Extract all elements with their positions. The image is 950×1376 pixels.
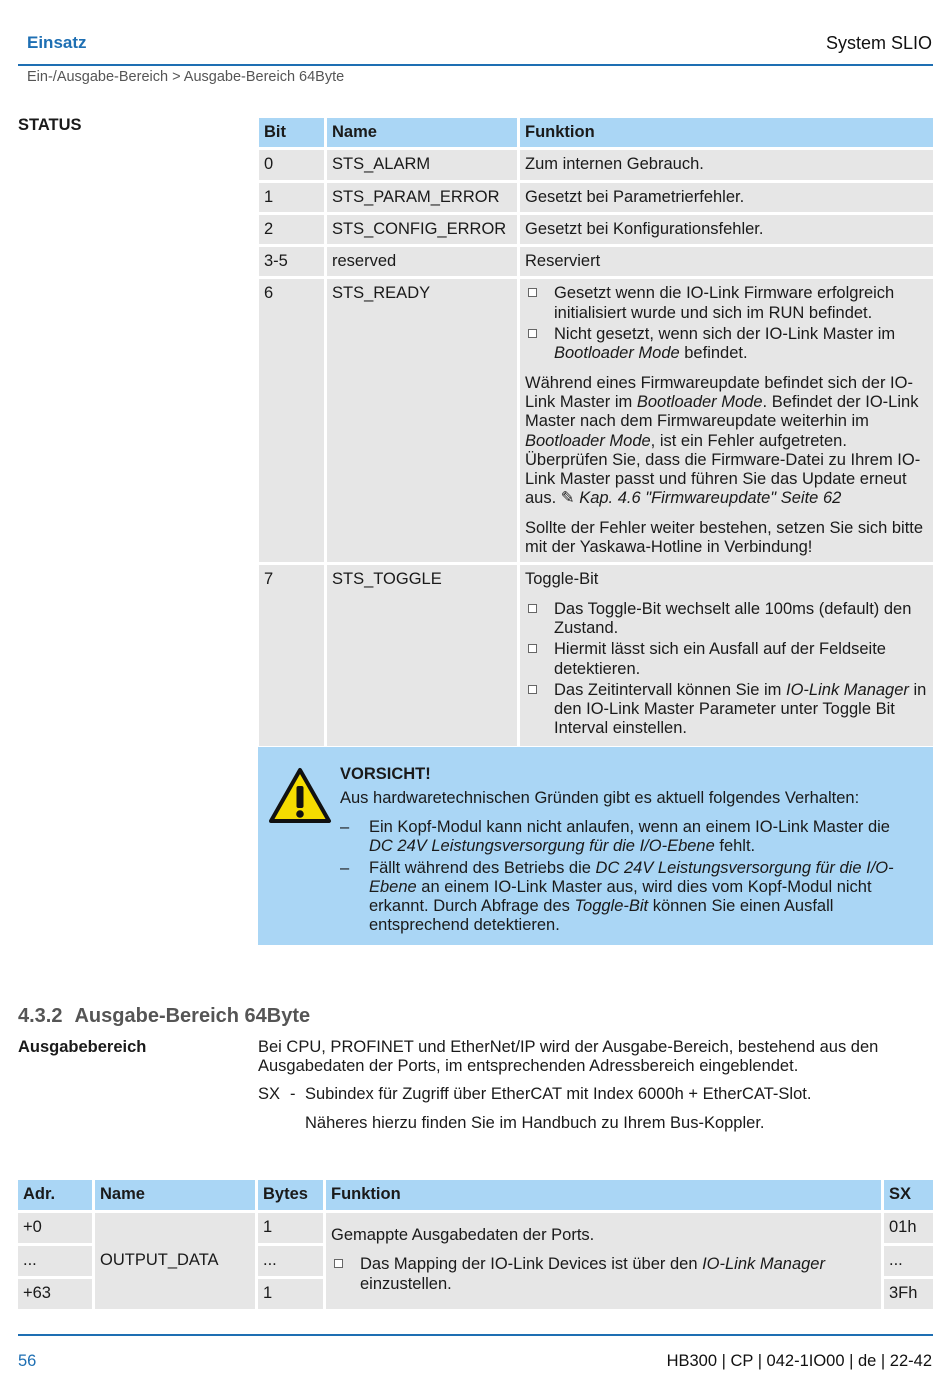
table-row [259,183,933,212]
square-bullet-icon [334,1259,343,1268]
function-cell: Gesetzt bei Parametrierfehler. [520,183,933,212]
list-item-text: einzustellen. [360,1274,452,1293]
bytes-cell: 1 [258,1279,323,1309]
emphasis-text: IO-Link Manager [786,680,909,699]
text: , ist ein Fehler aufgetreten. Überprüfen Sie, dass die Firmware-Datei zu Ihrem IO-Link Master passt und führen Sie das Update erneut aus. [525,431,921,508]
name-cell: STS_TOGGLE [327,565,517,745]
name-cell: STS_ALARM [327,150,517,179]
list-item-text: Fällt während des Betriebs die [369,858,596,877]
list-item-text: an einem IO-Link Master aus, wird dies vom Kopf-Modul nicht erkannt. Durch Abfrage des [369,877,872,916]
table-row [259,279,933,562]
sx-note: Näheres hierzu finden Sie im Handbuch zu Ihrem Bus-Koppler. [305,1114,765,1132]
list-item-text: fehlt. [714,837,756,856]
list-item [340,818,895,857]
sx-definition: Subindex für Zugriff über EtherCAT mit Index 6000h + EtherCAT-Slot. [305,1085,812,1103]
header-divider [18,64,933,66]
address-cell: +0 [18,1213,92,1243]
document-reference: HB300 | CP | 042-1IO00 | de | 22-42 [666,1352,932,1370]
square-bullet-icon [528,644,537,653]
caution-intro: Aus hardwaretechnischen Gründen gibt es aktuell folgendes Verhalten: [340,789,860,807]
list-item [525,284,928,323]
column-header-function: Funktion [326,1180,881,1210]
address-cell: +63 [18,1279,92,1309]
section-title: Ausgabe-Bereich 64Byte [74,1005,311,1027]
list-item [525,640,928,679]
name-cell: STS_CONFIG_ERROR [327,215,517,244]
list-item-text: Das Toggle-Bit wechselt alle 100ms (default) den Zustand. [554,599,912,637]
footer-divider [18,1334,933,1336]
function-cell [520,279,933,562]
list-item [525,600,928,639]
function-text: Toggle-Bit [525,570,599,589]
bytes-cell: 1 [258,1213,323,1243]
output-table [15,1177,936,1312]
function-cell: Zum internen Gebrauch. [520,150,933,179]
name-cell: STS_PARAM_ERROR [327,183,517,212]
dash-bullet: – [340,818,350,836]
list-item-text: befindet. [679,344,748,363]
bit-cell: 7 [259,565,324,745]
sx-separator: - [290,1085,296,1103]
paragraph: Sollte der Fehler weiter bestehen, setzen Sie sich bitte mit der Yaskawa-Hotline in Verbindung! [525,518,924,557]
square-bullet-icon [528,329,537,338]
name-cell: STS_READY [327,279,517,562]
list-item-text: Hiermit lässt sich ein Ausfall auf der Feldseite detektieren. [554,640,886,678]
name-cell: reserved [327,247,517,276]
column-header-bytes: Bytes [258,1180,323,1210]
emphasis-text: Bootloader Mode [636,392,763,411]
table-row [259,565,933,745]
column-header-function: Funktion [520,118,933,147]
table-row [259,247,933,276]
section-heading [18,1005,310,1028]
output-table-header [18,1180,933,1210]
list-item-text: Ein Kopf-Modul kann nicht anlaufen, wenn an einem IO-Link Master die [369,818,890,836]
bit-cell: 0 [259,150,324,179]
bullet-list [525,600,928,739]
emphasis-text: Toggle-Bit [574,897,649,916]
function-cell: Gesetzt bei Konfigurationsfehler. [520,215,933,244]
list-item [340,859,895,936]
column-header-sx: SX [884,1180,933,1210]
section-paragraph: Bei CPU, PROFINET und EtherNet/IP wird der Ausgabe-Bereich, bestehend aus den Ausgabedaten der Ports, im entsprechenden Adressbereich eingeblendet. [258,1038,879,1076]
list-item-text: Das Zeitintervall können Sie im [554,680,787,699]
function-cell: Reserviert [520,247,933,276]
page-number: 56 [18,1352,37,1370]
text: Während eines Firmwareupdate befindet sich der IO-Link Master im [525,373,913,411]
caution-box [258,747,933,945]
dash-bullet: – [340,858,350,877]
sx-cell: 01h [884,1213,933,1243]
square-bullet-icon [528,288,537,297]
bit-cell: 1 [259,183,324,212]
bit-cell: 6 [259,279,324,562]
header-section-title: Einsatz [27,33,87,52]
caution-title: VORSICHT! [340,765,431,783]
address-cell: ... [18,1246,92,1276]
emphasis-text: DC 24V Leistungsversorgung für die I/O-Ebene [369,858,894,896]
list-item [331,1255,876,1294]
sx-cell: 3Fh [884,1279,933,1309]
table-row [259,215,933,244]
list-item-text: in den IO-Link Master Parameter unter Toggle Bit Interval einstellen. [554,680,927,738]
square-bullet-icon [528,685,537,694]
text: . Befindet der IO-Link Master nach dem Firmwareupdate weiterhin im [525,392,919,431]
table-row [259,150,933,179]
bullet-list [525,284,928,363]
emphasis-text: Bootloader Mode [554,344,680,363]
breadcrumb: Ein-/Ausgabe-Bereich > Ausgabe-Bereich 64Byte [27,69,345,85]
square-bullet-icon [528,604,537,613]
output-area-label: Ausgabebereich [18,1038,147,1056]
status-table [256,115,936,749]
emphasis-text: IO-Link Manager [702,1255,825,1274]
table-row [18,1213,933,1243]
list-item [525,681,928,739]
list-item-text: können Sie einen Ausfall entsprechend detektieren. [369,897,834,935]
column-header-bit: Bit [259,118,324,147]
bullet-list [331,1255,876,1294]
list-item-text: Das Mapping der IO-Link Devices ist über den [360,1255,703,1274]
bytes-cell: ... [258,1246,323,1276]
status-table-header [259,118,933,147]
emphasis-text: DC 24V Leistungsversorgung für die I/O-Ebene [369,837,715,856]
emphasis-text: Bootloader Mode [525,431,651,450]
sx-abbreviation: SX [258,1085,281,1103]
section-number: 4.3.2 [18,1005,63,1027]
chapter-reference-link[interactable]: ✎ Kap. 4.6 "Firmwareupdate" Seite 62 [560,489,842,508]
bit-cell: 2 [259,215,324,244]
column-header-address: Adr. [18,1180,92,1210]
function-text: Gemappte Ausgabedaten der Ports. [331,1226,595,1245]
caution-list [340,818,895,938]
list-item-text: Gesetzt wenn die IO-Link Firmware erfolgreich initialisiert wurde und sich im RUN befindet. [554,284,895,322]
status-label: STATUS [18,116,82,134]
name-cell: OUTPUT_DATA [95,1213,255,1309]
column-header-name: Name [327,118,517,147]
list-item [525,325,928,364]
function-cell [520,565,933,745]
bit-cell: 3-5 [259,247,324,276]
header-product-name: System SLIO [825,33,932,53]
list-item-text: Nicht gesetzt, wenn sich der IO-Link Master im [554,325,896,344]
paragraph [525,374,928,509]
sx-cell: ... [884,1246,933,1276]
column-header-name: Name [95,1180,255,1210]
function-cell [326,1213,881,1309]
warning-triangle-icon [268,767,332,825]
